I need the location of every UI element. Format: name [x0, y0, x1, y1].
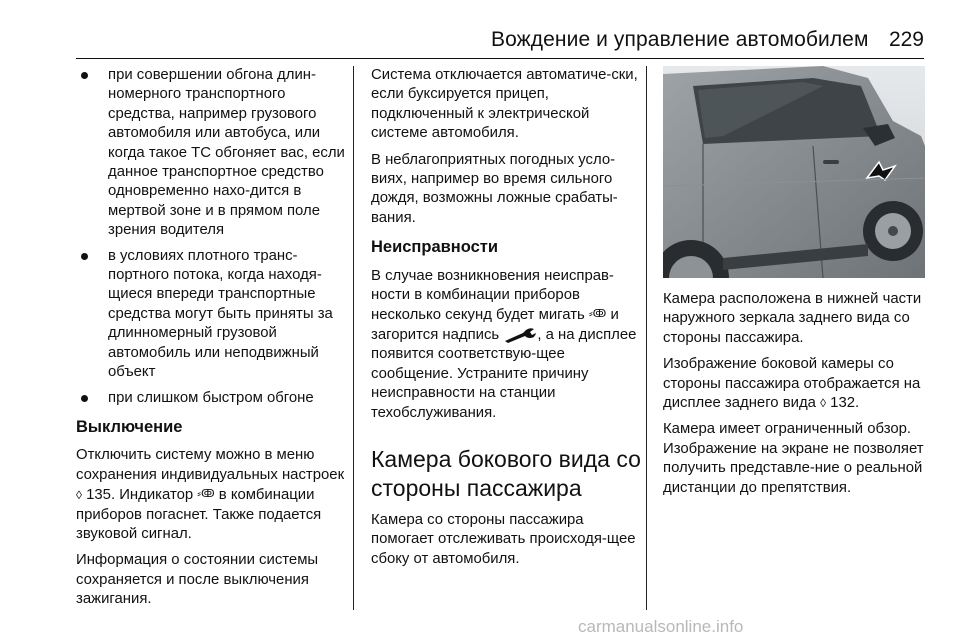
header-title: Вождение и управление автомобилем: [491, 28, 869, 51]
list-item: при совершении обгона длин-номерного транспортного средства, например грузового автомобиля или автобуса, или когда такое ТС обгоняет вас, если данное транспортное средство одновременно нахо-дится в мертвой зоне и в прямом поле зрения водителя: [76, 66, 346, 241]
blind-spot-indicator-icon: ⸗ↂ: [197, 488, 215, 501]
paragraph: Изображение боковой камеры со стороны пассажира отображается на дисплее заднего вида ◊ 132.: [663, 356, 921, 412]
column-1: [76, 66, 346, 617]
paragraph: Отключить систему можно в меню сохранения индивидуальных настроек ◊ 135. Индикатор ⸗ↂ в комбинации приборов погаснет. Также подается звуковой сигнал.: [76, 447, 345, 542]
page-ref-link[interactable]: 135: [86, 487, 111, 504]
car-illustration: [663, 66, 925, 278]
bullet-list: [76, 66, 346, 408]
list-item: в условиях плотного транс-портного потока, когда находя-щиеся впереди транспортные средства могут быть приняты за длинномерный грузовой автомобиль или неподвижный объект: [76, 247, 346, 383]
column-2: [371, 66, 641, 576]
bullet-icon: [81, 72, 88, 79]
section-heading-off: Выключение: [76, 417, 183, 436]
bullet-icon: [81, 253, 88, 260]
list-item: при слишком быстром обгоне: [76, 389, 346, 408]
wrench-icon: [503, 327, 537, 343]
page-ref-link[interactable]: 132: [830, 395, 856, 412]
page-number: 229: [888, 28, 924, 51]
page-header: [76, 20, 924, 59]
paragraph: Камера со стороны пассажира помогает отслеживать происходя-щее сбоку от автомобиля.: [371, 511, 636, 567]
column-divider: [646, 66, 647, 610]
paragraph: Информация о состоянии системы сохраняется и после выключения зажигания.: [76, 552, 319, 608]
column-divider: [353, 66, 354, 610]
column-3: [663, 290, 925, 505]
car-side-camera-photo: [663, 66, 925, 278]
section-heading-camera: Камера бокового вида со стороны пассажира: [371, 445, 641, 501]
page-ref-icon: ◊: [820, 396, 827, 411]
blind-spot-indicator-icon: ⸗ↂ: [588, 308, 607, 321]
section-heading-fault: Неисправности: [371, 238, 499, 257]
page-ref-icon: ◊: [76, 488, 82, 503]
paragraph: В неблагоприятных погодных усло-виях, например во время сильного дождя, возможны ложные срабаты-вания.: [371, 151, 618, 226]
paragraph: Система отключается автоматиче-ски, если буксируется прицеп, подключенный к электрической системе автомобиля.: [371, 67, 638, 142]
paragraph: Камера расположена в нижней части наружного зеркала заднего вида со стороны пассажира.: [663, 291, 922, 346]
paragraph: В случае возникновения неисправ-ности в комбинации приборов несколько секунд будет мигать ⸗ↂ и загорится надпись , а на дисплее появится соответствую-щее сообщение. Устраните причину неисправности на станции техобслуживания.: [371, 267, 637, 421]
bullet-icon: [81, 395, 88, 402]
watermark: carmanualsonline.info: [578, 617, 744, 636]
paragraph: Камера имеет ограниченный обзор. Изображение на экране не позволяет получить представле-ние о реальной дистанции до препятствия.: [663, 421, 924, 496]
